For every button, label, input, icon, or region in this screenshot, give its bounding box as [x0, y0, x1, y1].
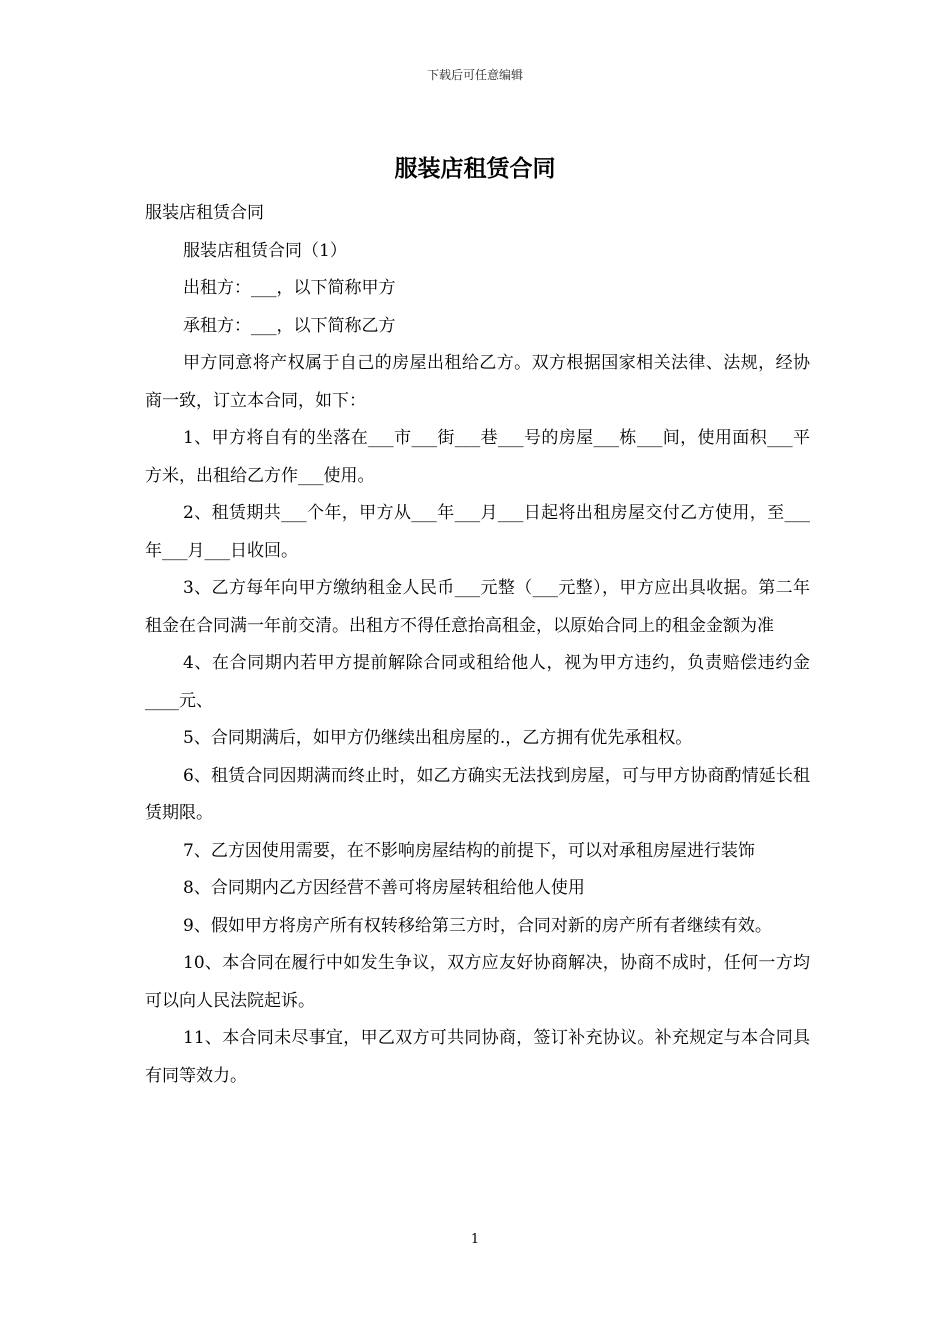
clause-4: 4、在合同期内若甲方提前解除合同或租给他人，视为甲方违约，负责赔偿违约金____元、 — [145, 653, 810, 711]
clause-2: 2、租赁期共___个年，甲方从___年___月___日起将出租房屋交付乙方使用，至___年___月___日收回。 — [145, 503, 810, 561]
document-title: 服装店租赁合同 — [394, 155, 556, 182]
paragraph-agreement-intro: 甲方同意将产权属于自己的房屋出租给乙方。双方根据国家相关法律、法规，经协商一致，订立本合同，如下： — [145, 353, 810, 411]
document-subtitle: 服装店租赁合同 — [145, 203, 264, 223]
paragraph-contract-number: 服装店租赁合同（1） — [183, 240, 347, 261]
clause-3: 3、乙方每年向甲方缴纳租金人民币___元整（___元整），甲方应出具收据。第二年租金在合同满一年前交清。出租方不得任意抬高租金，以原始合同上的租金金额为准 — [145, 578, 810, 636]
clause-6: 6、租赁合同因期满而终止时，如乙方确实无法找到房屋，可与甲方协商酌情延长租赁期限。 — [145, 765, 810, 823]
page-header-note: 下载后可任意编辑 — [426, 68, 523, 82]
clause-8: 8、合同期内乙方因经营不善可将房屋转租给他人使用 — [183, 878, 585, 898]
clause-7: 7、乙方因使用需要，在不影响房屋结构的前提下，可以对承租房屋进行装饰 — [183, 840, 755, 861]
document-body — [145, 195, 810, 1095]
paragraph-lessee: 承租方：___，以下简称乙方 — [183, 315, 396, 336]
paragraph-lessor: 出租方：___，以下简称甲方 — [183, 278, 396, 298]
clause-11: 11、本合同未尽事宜，甲乙双方可共同协商，签订补充协议。补充规定与本合同具有同等效力。 — [145, 1028, 810, 1086]
page-number: 1 — [470, 1232, 480, 1247]
clause-9: 9、假如甲方将房产所有权转移给第三方时，合同对新的房产所有者继续有效。 — [183, 915, 772, 936]
clause-10: 10、本合同在履行中如发生争议，双方应友好协商解决，协商不成时，任何一方均可以向人民法院起诉。 — [145, 953, 810, 1011]
clause-5: 5、合同期满后，如甲方仍继续出租房屋的.，乙方拥有优先承租权。 — [183, 728, 693, 748]
clause-1: 1、甲方将自有的坐落在___市___街___巷___号的房屋___栋___间，使用面积___平方米，出租给乙方作___使用。 — [145, 428, 810, 486]
